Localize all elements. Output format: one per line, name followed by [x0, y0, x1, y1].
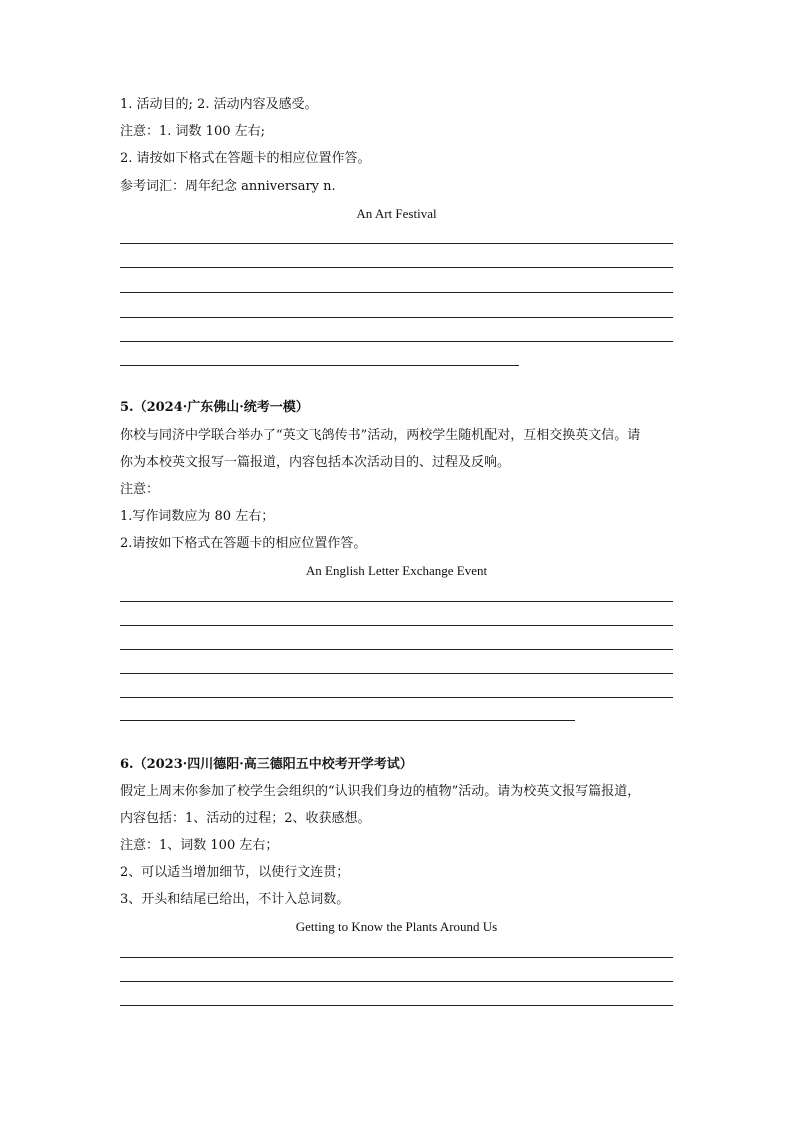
- answer-line[interactable]: [120, 341, 673, 342]
- answer-line[interactable]: [120, 601, 673, 602]
- note-line: 注意：1、词数 100 左右；: [120, 838, 279, 853]
- answer-line[interactable]: [120, 697, 673, 698]
- essay-title: Getting to Know the Plants Around Us: [295, 919, 498, 934]
- question-text: 内容包括：1、活动的过程；2、收获感想。: [120, 811, 371, 826]
- answer-line[interactable]: [120, 317, 673, 318]
- note-line: 2.请按如下格式在答题卡的相应位置作答。: [120, 536, 367, 551]
- note-line: 注意：1. 词数 100 左右;: [120, 124, 265, 139]
- answer-line[interactable]: [120, 673, 673, 674]
- answer-line[interactable]: [120, 981, 673, 982]
- question-heading: 6.（2023·四川德阳·高三德阳五中校考开学考试）: [120, 757, 413, 772]
- note-line: 2. 请按如下格式在答题卡的相应位置作答。: [120, 151, 371, 166]
- vocabulary-line: 参考词汇：周年纪念 anniversary n.: [120, 179, 336, 194]
- answer-line[interactable]: [120, 243, 673, 244]
- answer-line[interactable]: [120, 720, 575, 721]
- note-line: 1.写作词数应为 80 左右；: [120, 509, 275, 524]
- task-point-line: 1. 活动目的; 2. 活动内容及感受。: [120, 97, 318, 112]
- answer-line[interactable]: [120, 365, 519, 366]
- question-heading: 5.（2024·广东佛山·统考一模）: [120, 400, 309, 415]
- answer-line[interactable]: [120, 625, 673, 626]
- answer-line[interactable]: [120, 267, 673, 268]
- answer-line[interactable]: [120, 1005, 673, 1006]
- essay-title: An Art Festival: [356, 206, 437, 221]
- note-line: 3、开头和结尾已给出，不计入总词数。: [120, 892, 350, 907]
- question-text: 你为本校英文报写一篇报道，内容包括本次活动目的、过程及反响。: [120, 455, 511, 470]
- question-text: 你校与同济中学联合举办了“英文飞鸽传书”活动，两校学生随机配对，互相交换英文信。请: [120, 428, 641, 443]
- note-line: 2、可以适当增加细节，以使行文连贯；: [120, 865, 350, 880]
- note-label: 注意：: [120, 482, 160, 497]
- answer-line[interactable]: [120, 957, 673, 958]
- question-text: 假定上周末你参加了校学生会组织的“认识我们身边的植物”活动。请为校英文报写篇报道，: [120, 784, 641, 799]
- answer-line[interactable]: [120, 292, 673, 293]
- essay-title: An English Letter Exchange Event: [305, 563, 488, 578]
- answer-line[interactable]: [120, 649, 673, 650]
